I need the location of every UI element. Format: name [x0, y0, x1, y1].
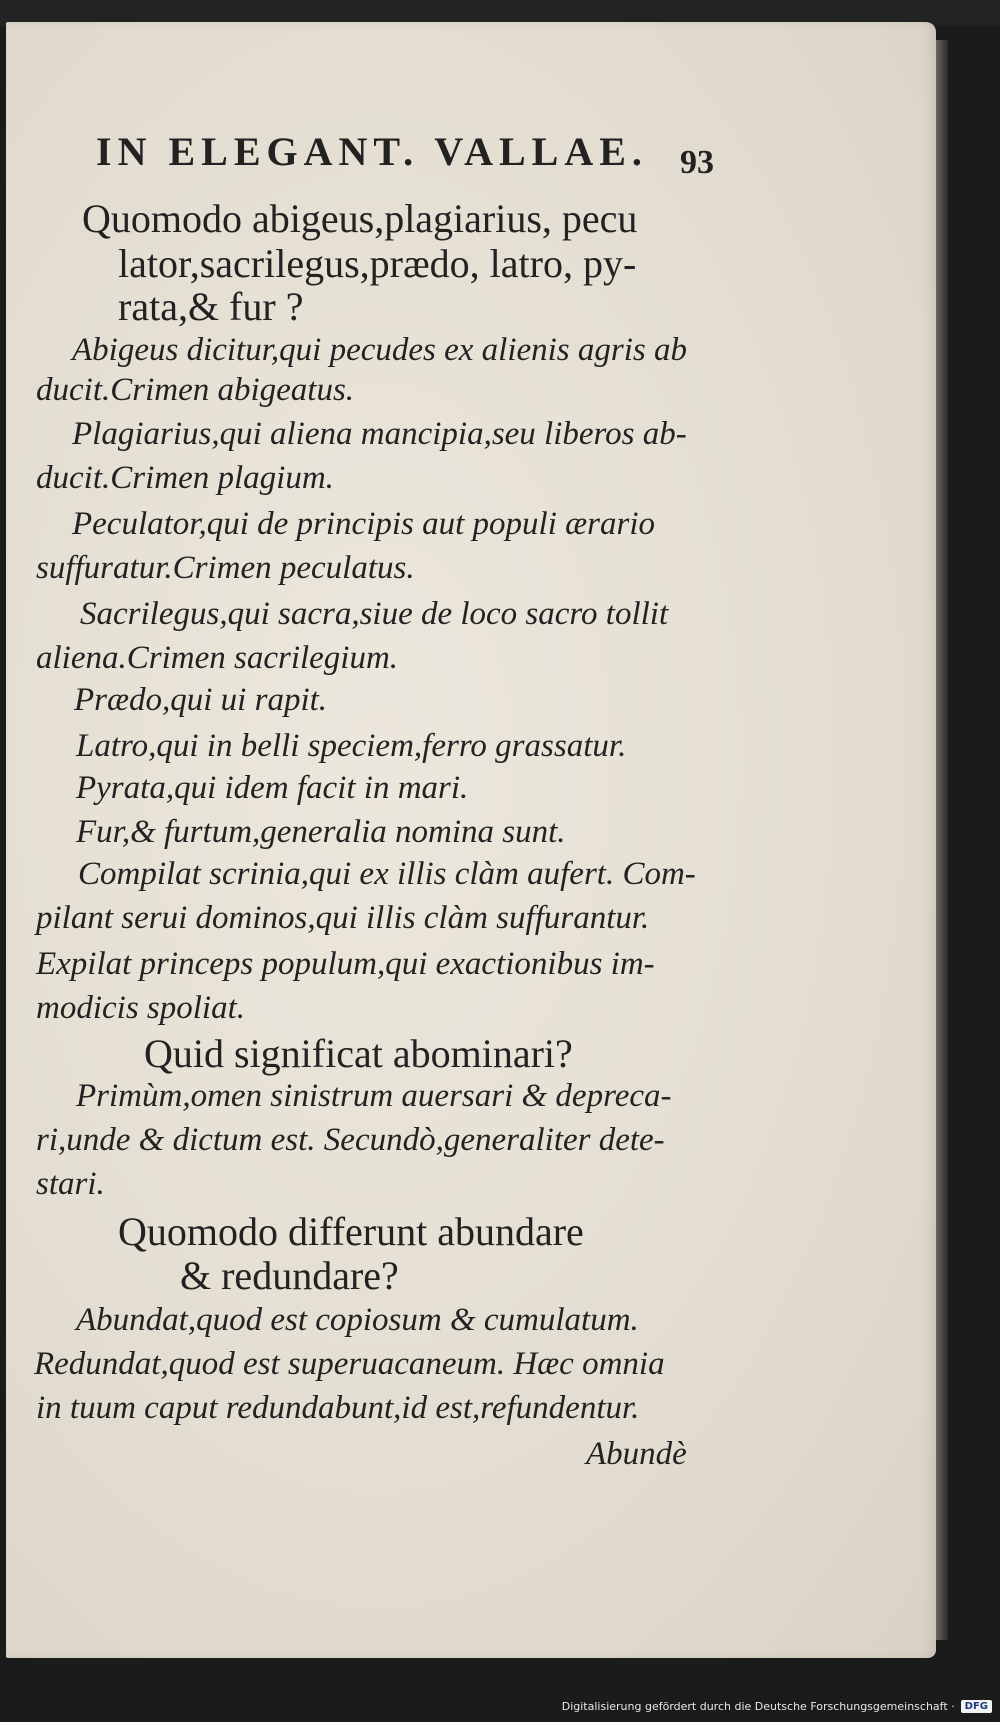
- digitization-credit: [562, 1696, 992, 1716]
- body-line: Redundat,quod est superuacaneum. Hæc omnia: [34, 1346, 665, 1382]
- body-line: ducit.Crimen plagium.: [36, 460, 334, 496]
- body-line: in tuum caput redundabunt,id est,refundentur.: [36, 1390, 640, 1426]
- body-line: stari.: [36, 1166, 105, 1202]
- body-line: pilant serui dominos,qui illis clàm suffurantur.: [36, 900, 650, 936]
- heading-line: lator,sacrilegus,prædo, latro, py-: [118, 241, 637, 286]
- dfg-logo: DFG: [961, 1700, 992, 1713]
- body-line: Compilat scrinia,qui ex illis clàm aufert. Com-: [78, 856, 696, 892]
- page-number: 93: [680, 144, 714, 181]
- body-line: Primùm,omen sinistrum auersari & depreca-: [76, 1078, 672, 1114]
- body-line: Sacrilegus,qui sacra,siue de loco sacro tollit: [80, 596, 669, 632]
- heading-line: Quid significat abominari?: [144, 1031, 573, 1076]
- heading-line: Quomodo differunt abundare: [118, 1209, 584, 1254]
- body-line: Plagiarius,qui aliena mancipia,seu liberos ab-: [72, 416, 687, 452]
- body-line: Peculator,qui de principis aut populi ærario: [72, 506, 655, 542]
- catchword: Abundè: [586, 1436, 687, 1472]
- credit-text: Digitalisierung gefördert durch die Deutsche Forschungsgemeinschaft ·: [561, 1699, 955, 1713]
- body-line: ducit.Crimen abigeatus.: [36, 372, 355, 408]
- body-line: Expilat princeps populum,qui exactionibus im-: [36, 946, 655, 982]
- body-line: Pyrata,qui idem facit in mari.: [76, 770, 469, 806]
- page-edge: [936, 40, 948, 1640]
- body-line: suffuratur.Crimen peculatus.: [36, 550, 415, 586]
- running-title: IN ELEGANT. VALLAE.: [96, 129, 648, 174]
- body-line: Latro,qui in belli speciem,ferro grassatur.: [76, 728, 627, 764]
- body-line: Fur,& furtum,generalia nomina sunt.: [76, 814, 566, 850]
- body-line: Abigeus dicitur,qui pecudes ex alienis agris ab: [72, 332, 687, 368]
- heading-line: rata,& fur ?: [118, 284, 304, 329]
- body-line: modicis spoliat.: [36, 990, 246, 1026]
- heading-line: & redundare?: [180, 1253, 399, 1298]
- body-line: Abundat,quod est copiosum & cumulatum.: [76, 1302, 639, 1338]
- body-line: aliena.Crimen sacrilegium.: [36, 640, 399, 676]
- heading-line: Quomodo abigeus,plagiarius, pecu: [82, 196, 638, 241]
- body-line: Prædo,qui ui rapit.: [74, 682, 328, 718]
- body-line: ri,unde & dictum est. Secundò,generaliter dete-: [36, 1122, 665, 1158]
